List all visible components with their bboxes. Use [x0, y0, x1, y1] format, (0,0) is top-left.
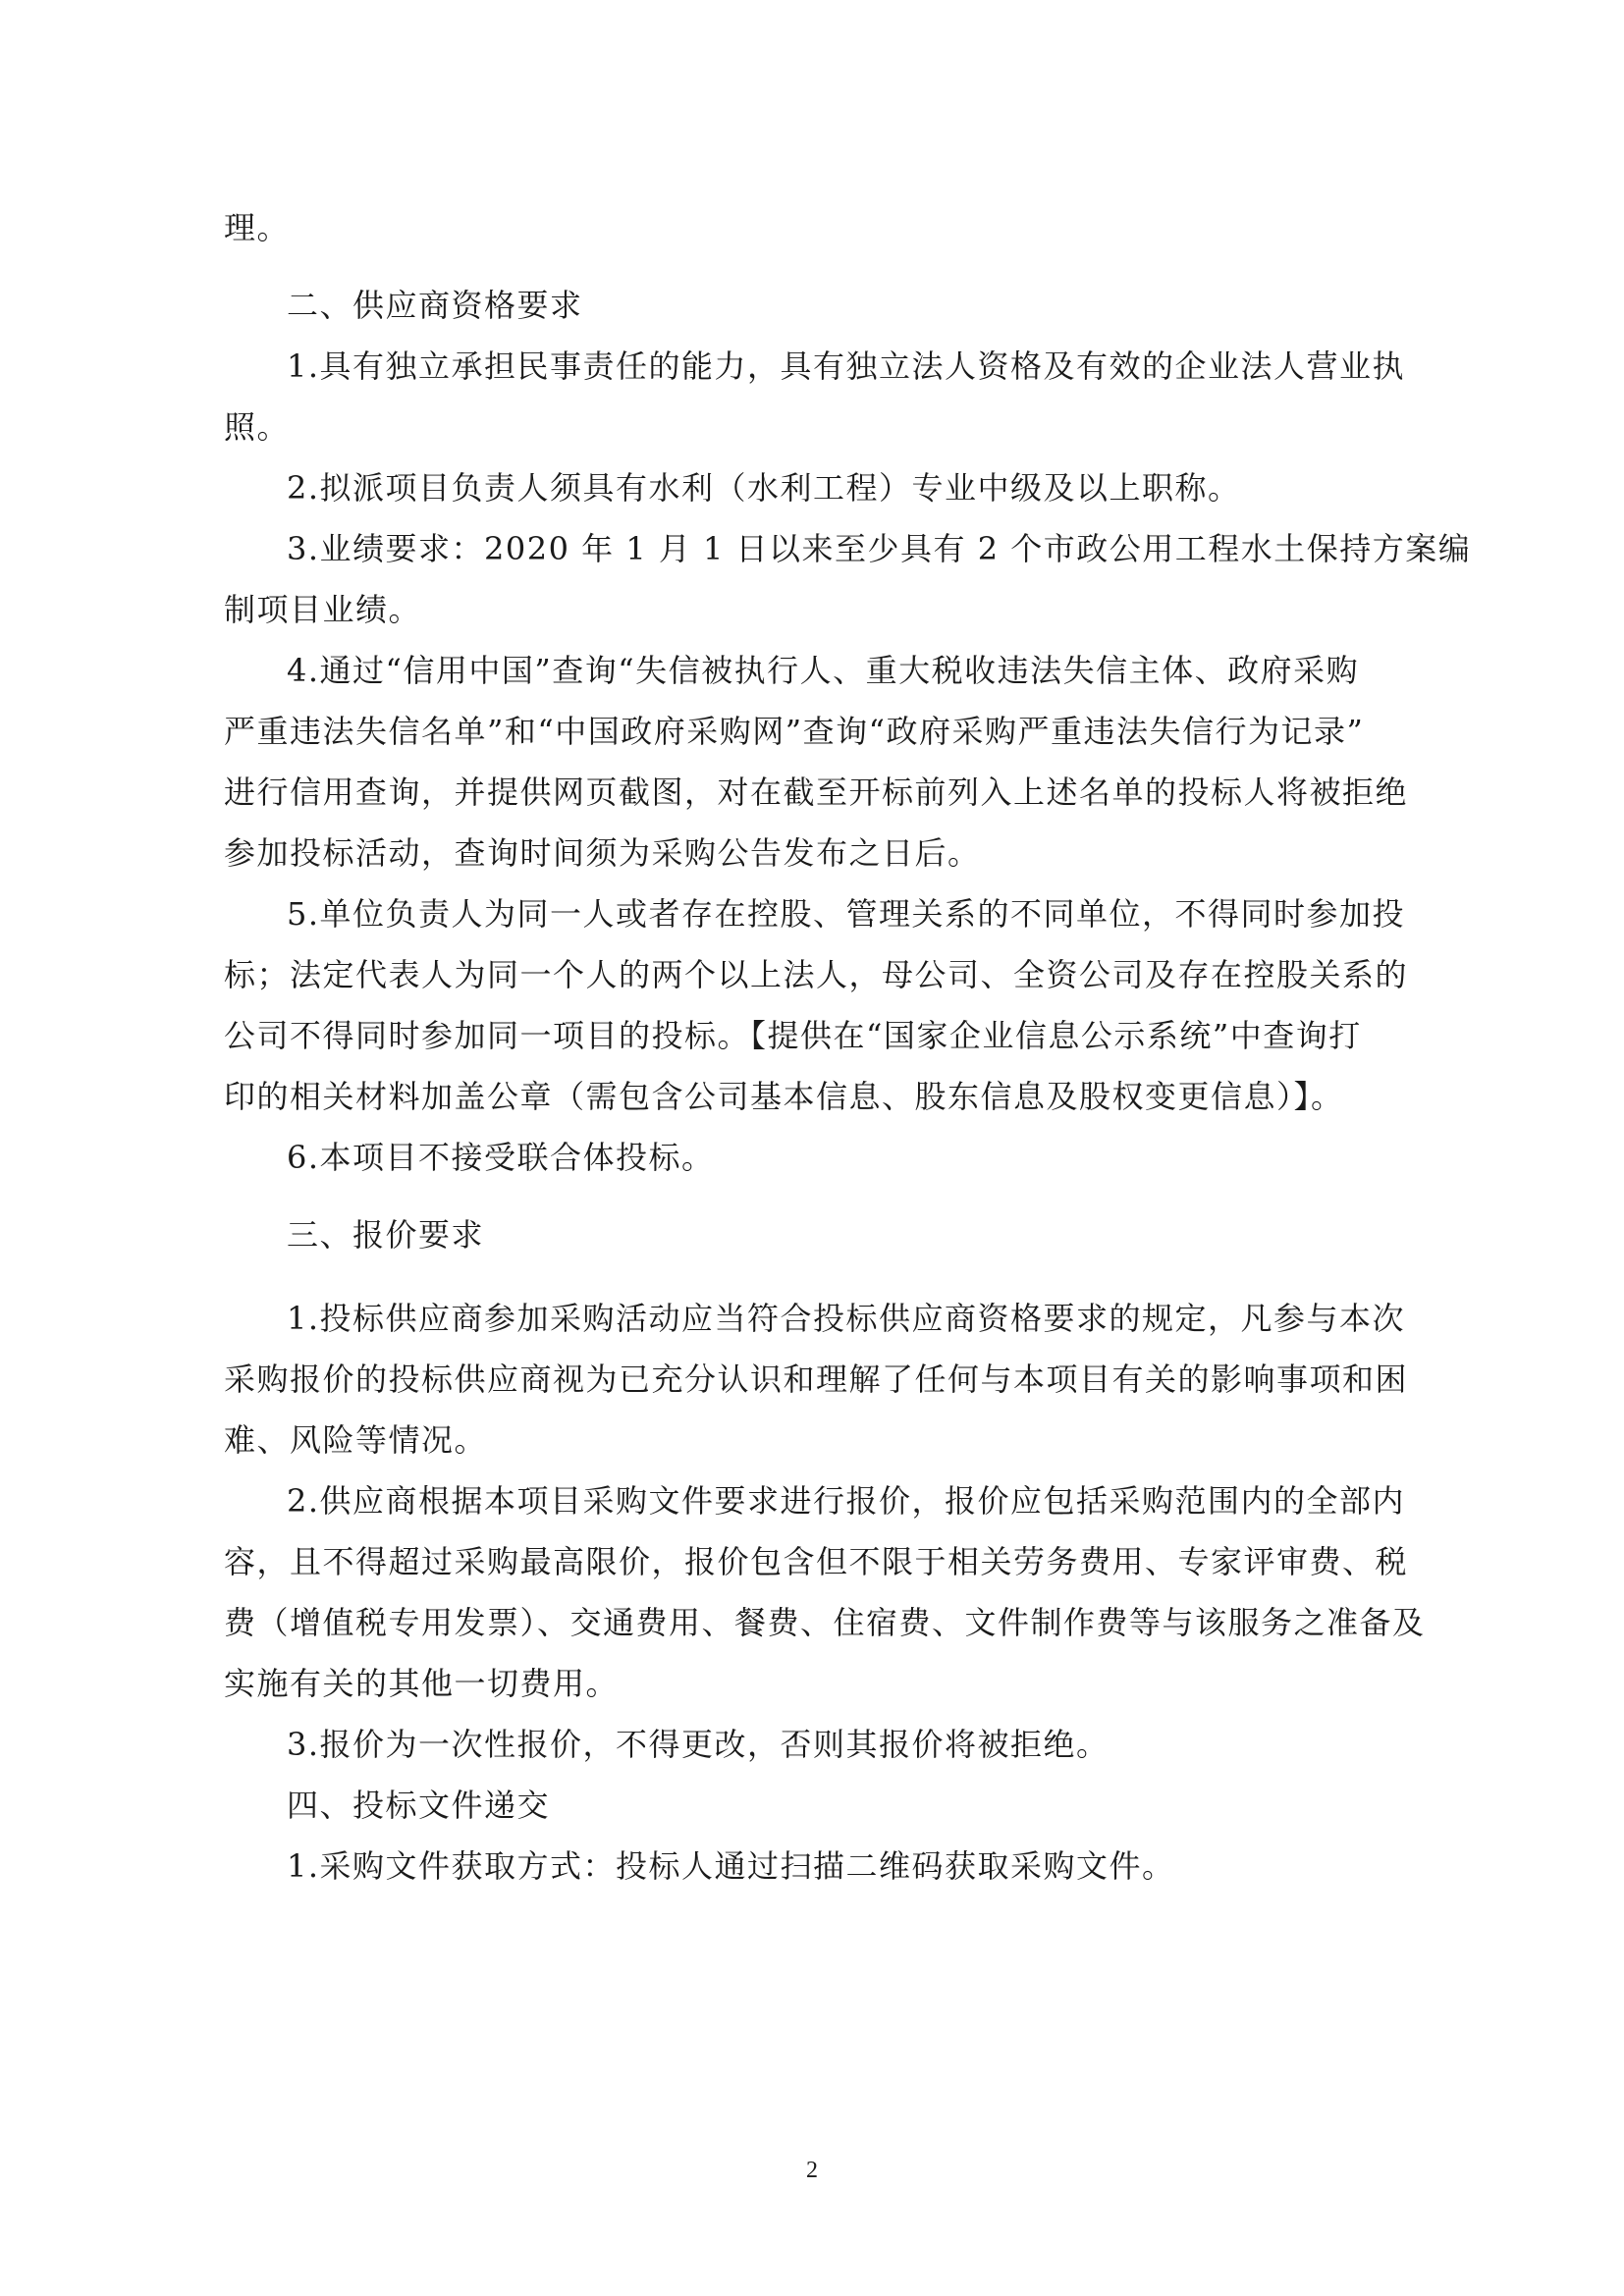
paragraph-line: 严重违法失信名单”和“中国政府采购网”查询“政府采购严重违法失信行为记录” — [224, 713, 1365, 750]
paragraph-line: 6.本项目不接受联合体投标。 — [287, 1139, 715, 1176]
paragraph-line: 印的相关材料加盖公章（需包含公司基本信息、股东信息及股权变更信息）】。 — [224, 1078, 1344, 1115]
paragraph-line: 2.供应商根据本项目采购文件要求进行报价，报价应包括采购范围内的全部内 — [287, 1482, 1406, 1520]
paragraph-line: 3.业绩要求：2020 年 1 月 1 日以来至少具有 2 个市政公用工程水土保持方案编 — [287, 530, 1472, 567]
paragraph-line: 制项目业绩。 — [224, 591, 422, 628]
paragraph-line: 公司不得同时参加同一项目的投标。【提供在“国家企业信息公示系统”中查询打 — [224, 1017, 1362, 1054]
paragraph-line: 进行信用查询，并提供网页截图，对在截至开标前列入上述名单的投标人将被拒绝 — [224, 774, 1409, 811]
paragraph-line: 理。 — [224, 209, 291, 246]
section-heading: 二、供应商资格要求 — [287, 287, 583, 324]
paragraph-line: 3.报价为一次性报价，不得更改，否则其报价将被拒绝。 — [287, 1726, 1110, 1763]
paragraph-line: 采购报价的投标供应商视为已充分认识和理解了任何与本项目有关的影响事项和困 — [224, 1361, 1409, 1398]
page-number: 2 — [806, 2158, 818, 2183]
document-body — [224, 201, 1472, 1894]
paragraph-line: 1.投标供应商参加采购活动应当符合投标供应商资格要求的规定，凡参与本次 — [287, 1300, 1406, 1337]
section-heading: 四、投标文件递交 — [287, 1787, 551, 1824]
paragraph-line: 容，且不得超过采购最高限价，报价包含但不限于相关劳务费用、专家评审费、税 — [224, 1543, 1409, 1580]
paragraph-line: 4.通过“信用中国”查询“失信被执行人、重大税收违法失信主体、政府采购 — [287, 652, 1360, 689]
paragraph-line: 费（增值税专用发票）、交通费用、餐费、住宿费、文件制作费等与该服务之准备及 — [224, 1604, 1426, 1641]
paragraph-line: 实施有关的其他一切费用。 — [224, 1665, 620, 1702]
paragraph-line: 难、风险等情况。 — [224, 1421, 488, 1459]
paragraph-line: 1.具有独立承担民事责任的能力，具有独立法人资格及有效的企业法人营业执 — [287, 347, 1406, 385]
paragraph-line: 照。 — [224, 408, 291, 446]
section-heading: 三、报价要求 — [287, 1216, 485, 1254]
paragraph-line: 5.单位负责人为同一人或者存在控股、管理关系的不同单位，不得同时参加投 — [287, 895, 1406, 933]
paragraph-line: 标；法定代表人为同一个人的两个以上法人，母公司、全资公司及存在控股关系的 — [224, 956, 1409, 993]
paragraph-line: 参加投标活动，查询时间须为采购公告发布之日后。 — [224, 834, 981, 872]
paragraph-line: 2.拟派项目负责人须具有水利（水利工程）专业中级及以上职称。 — [287, 469, 1241, 507]
paragraph-line: 1.采购文件获取方式：投标人通过扫描二维码获取采购文件。 — [287, 1847, 1175, 1885]
